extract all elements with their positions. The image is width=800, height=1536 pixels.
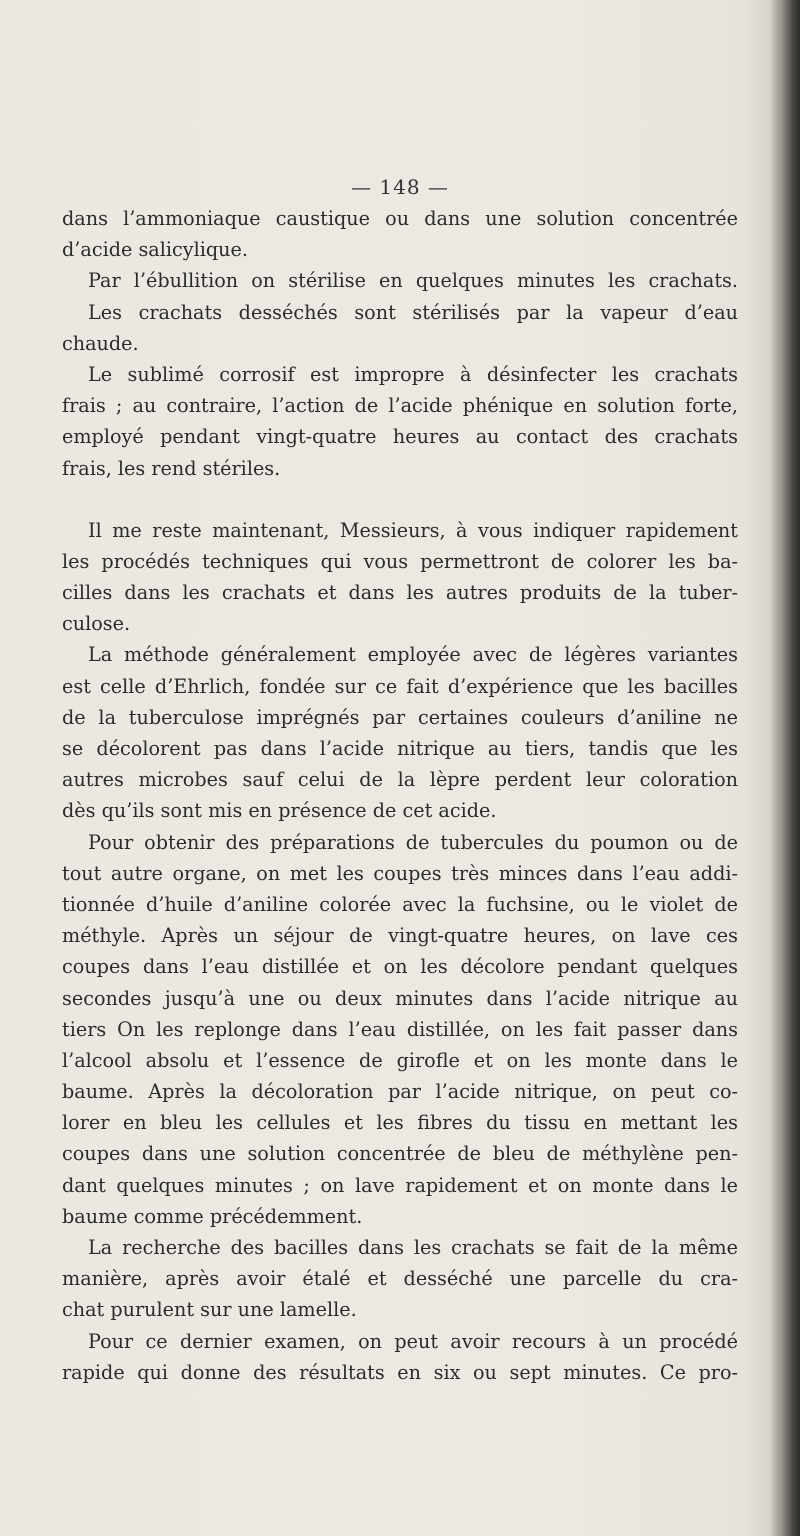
text-line: Il me reste maintenant, Messieurs, à vous indiquer rapidement bbox=[88, 518, 738, 542]
text-line: baume. Après la décoloration par l’acide nitrique, on peut co- bbox=[62, 1080, 738, 1104]
text-line: dant quelques minutes ; on lave rapidement et on monte dans le bbox=[62, 1173, 738, 1197]
text-line: lorer en bleu les cellules et les fibres du tissu en mettant les bbox=[62, 1111, 738, 1135]
text-line: est celle d’Ehrlich, fondée sur ce fait d’expérience que les bacilles bbox=[62, 674, 738, 698]
text-line: secondes jusqu’à une ou deux minutes dans l’acide nitrique au bbox=[62, 986, 738, 1010]
text-line: autres microbes sauf celui de la lèpre perdent leur coloration bbox=[62, 768, 738, 792]
text-line: Les crachats desséchés sont stérilisés par la vapeur d’eau bbox=[88, 300, 738, 324]
text-line: se décolorent pas dans l’acide nitrique au tiers, tandis que les bbox=[62, 737, 738, 760]
text-line: employé pendant vingt-quatre heures au contact des crachats bbox=[62, 425, 738, 449]
text-line: Par l’ébullition on stérilise en quelques minutes les crachats. bbox=[88, 269, 738, 293]
text-line: manière, après avoir étalé et desséché une parcelle du cra- bbox=[62, 1267, 738, 1291]
body-text bbox=[62, 203, 738, 1388]
text-line: tiers On les replonge dans l’eau distillée, on les fait passer dans bbox=[62, 1017, 738, 1041]
text-line: d’acide salicylique. bbox=[62, 238, 248, 262]
text-line: Pour obtenir des préparations de tubercules du poumon ou de bbox=[88, 830, 738, 854]
text-line: cilles dans les crachats et dans les autres produits de la tuber- bbox=[62, 581, 738, 605]
text-line: frais, les rend stériles. bbox=[62, 456, 281, 480]
text-line: les procédés techniques qui vous permettront de colorer les ba- bbox=[62, 549, 738, 573]
text-line: tout autre organe, on met les coupes très minces dans l’eau addi- bbox=[62, 861, 738, 885]
text-line: l’alcool absolu et l’essence de girofle et on les monte dans le bbox=[62, 1048, 738, 1072]
text-line: La recherche des bacilles dans les crachats se fait de la même bbox=[88, 1236, 738, 1259]
book-spine-shadow bbox=[770, 0, 800, 1536]
text-line: coupes dans l’eau distillée et on les décolore pendant quelques bbox=[62, 955, 738, 979]
text-line: culose. bbox=[62, 612, 131, 636]
text-line: tionnée d’huile d’aniline colorée avec la fuchsine, ou le violet de bbox=[62, 892, 738, 916]
text-line: méthyle. Après un séjour de vingt-quatre heures, on lave ces bbox=[62, 924, 738, 948]
text-line: de la tuberculose imprégnés par certaines couleurs d’aniline ne bbox=[62, 705, 738, 729]
text-line: chat purulent sur une lamelle. bbox=[62, 1298, 357, 1322]
text-line: coupes dans une solution concentrée de bleu de méthylène pen- bbox=[62, 1142, 738, 1166]
text-line: Le sublimé corrosif est impropre à désinfecter les crachats bbox=[88, 362, 738, 386]
text-line: dès qu’ils sont mis en présence de cet acide. bbox=[62, 799, 497, 823]
text-line: dans l’ammoniaque caustique ou dans une solution concentrée bbox=[62, 207, 738, 230]
text-line: baume comme précédemment. bbox=[62, 1204, 363, 1228]
text-line: Pour ce dernier examen, on peut avoir recours à un procédé bbox=[88, 1329, 738, 1353]
text-line: La méthode généralement employée avec de légères variantes bbox=[88, 643, 738, 667]
text-line: rapide qui donne des résultats en six ou sept minutes. Ce pro- bbox=[62, 1360, 738, 1384]
page-number: — 148 — bbox=[351, 175, 449, 199]
text-line: frais ; au contraire, l’action de l’acide phénique en solution forte, bbox=[62, 394, 738, 418]
text-line: chaude. bbox=[62, 331, 139, 355]
paragraph-gap bbox=[62, 484, 738, 515]
